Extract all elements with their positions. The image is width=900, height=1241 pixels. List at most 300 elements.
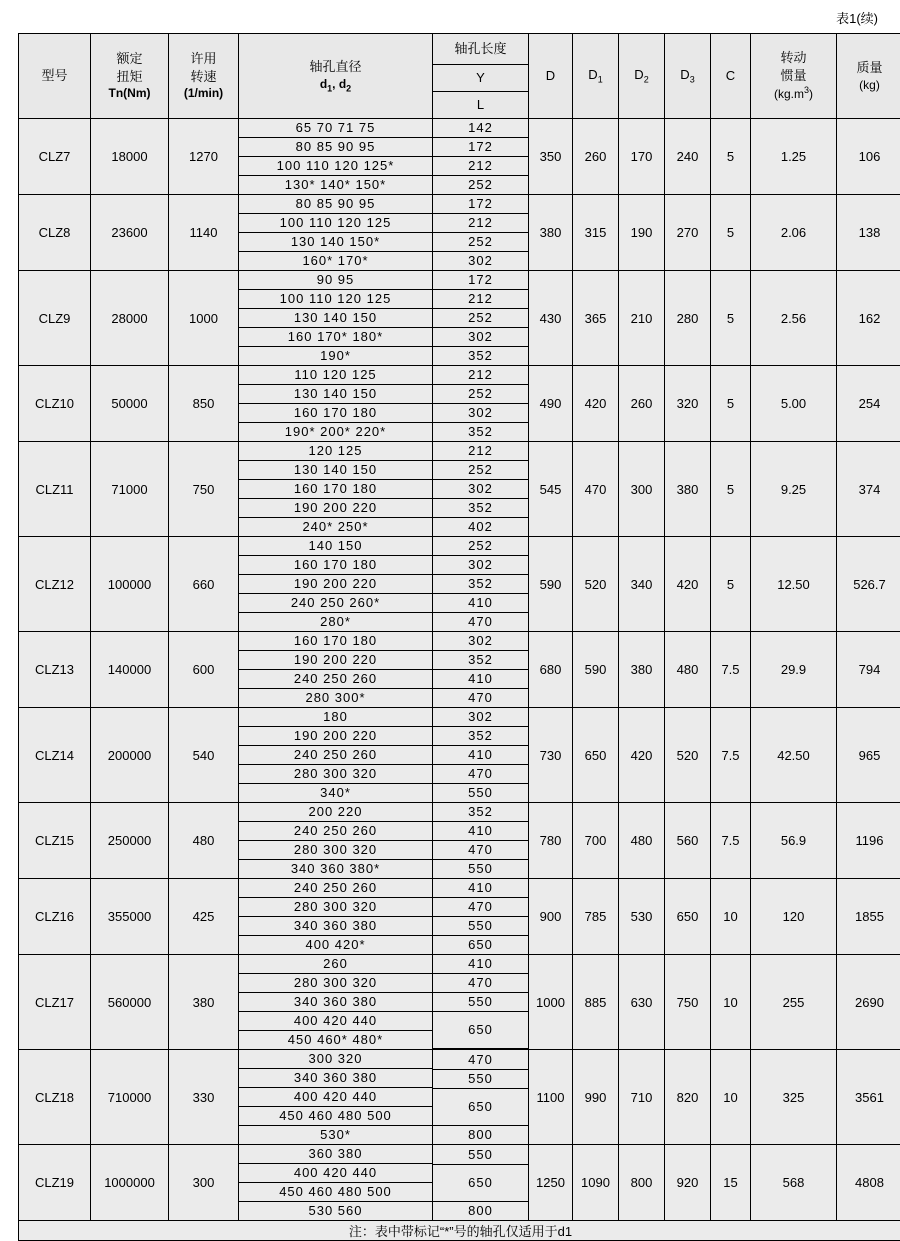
bore-diameter-line: 130 140 150* xyxy=(239,233,432,252)
cell-D2-4: 300 xyxy=(619,442,665,537)
bore-diameter-line: 100 110 120 125* xyxy=(239,157,432,176)
bore-diameter-line: 190 200 220 xyxy=(239,575,432,594)
cell-bore-diameters-1 xyxy=(239,195,433,271)
cell-D-0: 350 xyxy=(529,119,573,195)
header-C: C xyxy=(711,34,751,119)
bore-length-line: 470 xyxy=(433,613,528,632)
header-torque-line3: Tn(Nm) xyxy=(91,85,168,101)
cell-C-1: 5 xyxy=(711,195,751,271)
cell-bore-diameters-11 xyxy=(239,1050,433,1145)
cell-mass-1: 138 xyxy=(837,195,900,271)
cell-D1-4: 470 xyxy=(573,442,619,537)
cell-D-5: 590 xyxy=(529,537,573,632)
cell-D2-12: 800 xyxy=(619,1145,665,1221)
header-bore-length-l: L xyxy=(433,92,529,119)
cell-D1-8: 700 xyxy=(573,803,619,879)
bore-length-line: 302 xyxy=(433,480,528,499)
cell-inertia-1: 2.06 xyxy=(751,195,837,271)
cell-speed-5: 660 xyxy=(169,537,239,632)
cell-bore-diameters-8 xyxy=(239,803,433,879)
cell-bore-lengths-11 xyxy=(433,1050,529,1145)
bore-diameter-line: 190 200 220 xyxy=(239,651,432,670)
bore-length-line: 410 xyxy=(433,879,528,898)
cell-speed-9: 425 xyxy=(169,879,239,955)
bore-diameter-line: 200 220 xyxy=(239,803,432,822)
cell-D1-12: 1090 xyxy=(573,1145,619,1221)
table-row xyxy=(19,195,900,271)
bore-diameter-line: 340 360 380 xyxy=(239,993,432,1012)
bore-diameter-line: 120 125 xyxy=(239,442,432,461)
cell-D2-7: 420 xyxy=(619,708,665,803)
cell-inertia-9: 120 xyxy=(751,879,837,955)
header-inertia xyxy=(751,34,837,119)
cell-model-0: CLZ7 xyxy=(19,119,91,195)
bore-diameter-line: 340* xyxy=(239,784,432,803)
header-bore-diameter xyxy=(239,34,433,119)
cell-mass-4: 374 xyxy=(837,442,900,537)
bore-length-line: 352 xyxy=(433,423,528,442)
bore-diameter-line: 450 460 480 500 xyxy=(239,1183,432,1202)
header-D2: $D_2$ xyxy=(619,34,665,119)
cell-model-2: CLZ9 xyxy=(19,271,91,366)
cell-D2-3: 260 xyxy=(619,366,665,442)
cell-D-8: 780 xyxy=(529,803,573,879)
cell-speed-7: 540 xyxy=(169,708,239,803)
bore-diameter-line: 110 120 125 xyxy=(239,366,432,385)
cell-model-6: CLZ13 xyxy=(19,632,91,708)
table-row xyxy=(19,955,900,1050)
cell-D3-5: 420 xyxy=(665,537,711,632)
cell-inertia-3: 5.00 xyxy=(751,366,837,442)
header-speed xyxy=(169,34,239,119)
cell-torque-0: 18000 xyxy=(91,119,169,195)
bore-length-line: 142 xyxy=(433,119,528,138)
bore-diameter-line: 280 300 320 xyxy=(239,841,432,860)
cell-C-8: 7.5 xyxy=(711,803,751,879)
table-row xyxy=(19,879,900,955)
cell-D-7: 730 xyxy=(529,708,573,803)
cell-model-4: CLZ11 xyxy=(19,442,91,537)
cell-C-6: 7.5 xyxy=(711,632,751,708)
cell-D1-3: 420 xyxy=(573,366,619,442)
bore-diameter-line: 400 420 440 xyxy=(239,1012,432,1031)
bore-diameter-line: 400 420 440 xyxy=(239,1164,432,1183)
cell-model-7: CLZ14 xyxy=(19,708,91,803)
bore-diameter-line: 530* xyxy=(239,1126,432,1145)
cell-inertia-8: 56.9 xyxy=(751,803,837,879)
cell-model-12: CLZ19 xyxy=(19,1145,91,1221)
bore-diameter-line: 280 300 320 xyxy=(239,898,432,917)
bore-diameter-line: 80 85 90 95 xyxy=(239,138,432,157)
bore-length-line: 550 xyxy=(433,1146,528,1165)
header-torque-line1: 额定 xyxy=(91,50,168,68)
cell-speed-10: 380 xyxy=(169,955,239,1050)
cell-model-3: CLZ10 xyxy=(19,366,91,442)
table-note-row xyxy=(19,1221,900,1241)
bore-diameter-line: 400 420* xyxy=(239,936,432,955)
bore-diameter-line: 180 xyxy=(239,708,432,727)
bore-diameter-line: 140 150 xyxy=(239,537,432,556)
bore-length-line: 650 xyxy=(433,1164,528,1201)
cell-D3-7: 520 xyxy=(665,708,711,803)
bore-length-line: 352 xyxy=(433,803,528,822)
table-body xyxy=(19,119,900,1221)
bore-length-line: 212 xyxy=(433,290,528,309)
bore-diameter-line: 160 170 180 xyxy=(239,556,432,575)
bore-length-line: 302 xyxy=(433,556,528,575)
header-inertia-line3: $(kg.m^3)$ xyxy=(751,84,836,102)
cell-speed-11: 330 xyxy=(169,1050,239,1145)
bore-length-line: 550 xyxy=(433,860,528,879)
cell-torque-11: 710000 xyxy=(91,1050,169,1145)
cell-D-12: 1250 xyxy=(529,1145,573,1221)
bore-length-line: 212 xyxy=(433,157,528,176)
bore-length-line: 800 xyxy=(433,1125,528,1144)
bore-diameter-line: 130 140 150 xyxy=(239,385,432,404)
bore-length-line: 302 xyxy=(433,708,528,727)
bore-diameter-line: 360 380 xyxy=(239,1145,432,1164)
bore-diameter-line: 240 250 260 xyxy=(239,670,432,689)
bore-length-line: 352 xyxy=(433,651,528,670)
cell-mass-8: 1196 xyxy=(837,803,900,879)
bore-length-line: 302 xyxy=(433,404,528,423)
bore-length-line: 252 xyxy=(433,385,528,404)
cell-C-4: 5 xyxy=(711,442,751,537)
table-row xyxy=(19,803,900,879)
cell-bore-diameters-5 xyxy=(239,537,433,632)
bore-length-line: 352 xyxy=(433,575,528,594)
bore-length-line: 212 xyxy=(433,442,528,461)
cell-C-11: 10 xyxy=(711,1050,751,1145)
header-speed-line3: (1/min) xyxy=(169,85,238,101)
cell-D-2: 430 xyxy=(529,271,573,366)
bore-diameter-line: 190 200 220 xyxy=(239,727,432,746)
table-row xyxy=(19,442,900,537)
bore-length-line: 470 xyxy=(433,974,528,993)
table-row xyxy=(19,632,900,708)
header-D3: $D_3$ xyxy=(665,34,711,119)
header-D: D xyxy=(529,34,573,119)
bore-diameter-line: 190* 200* 220* xyxy=(239,423,432,442)
cell-bore-diameters-6 xyxy=(239,632,433,708)
cell-speed-2: 1000 xyxy=(169,271,239,366)
cell-model-11: CLZ18 xyxy=(19,1050,91,1145)
bore-diameter-line: 400 420 440 xyxy=(239,1088,432,1107)
header-mass-line1: 质量 xyxy=(837,59,900,77)
cell-inertia-11: 325 xyxy=(751,1050,837,1145)
bore-diameter-line: 300 320 xyxy=(239,1050,432,1069)
cell-D1-9: 785 xyxy=(573,879,619,955)
bore-diameter-line: 160* 170* xyxy=(239,252,432,271)
cell-C-5: 5 xyxy=(711,537,751,632)
cell-mass-3: 254 xyxy=(837,366,900,442)
header-bore-length: 轴孔长度 xyxy=(433,34,529,65)
bore-length-line: 470 xyxy=(433,1051,528,1070)
bore-diameter-line: 90 95 xyxy=(239,271,432,290)
cell-bore-diameters-0 xyxy=(239,119,433,195)
cell-inertia-12: 568 xyxy=(751,1145,837,1221)
cell-D3-11: 820 xyxy=(665,1050,711,1145)
bore-diameter-line: 280 300* xyxy=(239,689,432,708)
cell-D2-0: 170 xyxy=(619,119,665,195)
bore-length-line: 410 xyxy=(433,746,528,765)
cell-D1-0: 260 xyxy=(573,119,619,195)
cell-speed-4: 750 xyxy=(169,442,239,537)
bore-diameter-line: 190* xyxy=(239,347,432,366)
bore-length-line: 470 xyxy=(433,689,528,708)
cell-model-9: CLZ16 xyxy=(19,879,91,955)
bore-length-line: 252 xyxy=(433,233,528,252)
cell-D2-11: 710 xyxy=(619,1050,665,1145)
bore-diameter-line: 450 460* 480* xyxy=(239,1031,432,1050)
header-D1: $D_1$ xyxy=(573,34,619,119)
bore-diameter-line: 160 170 180 xyxy=(239,404,432,423)
bore-length-line: 410 xyxy=(433,822,528,841)
cell-model-5: CLZ12 xyxy=(19,537,91,632)
cell-mass-5: 526.7 xyxy=(837,537,900,632)
cell-D1-6: 590 xyxy=(573,632,619,708)
cell-torque-2: 28000 xyxy=(91,271,169,366)
cell-D-4: 545 xyxy=(529,442,573,537)
bore-length-line: 470 xyxy=(433,841,528,860)
cell-torque-7: 200000 xyxy=(91,708,169,803)
cell-torque-1: 23600 xyxy=(91,195,169,271)
cell-inertia-6: 29.9 xyxy=(751,632,837,708)
bore-length-line: 302 xyxy=(433,632,528,651)
cell-D3-6: 480 xyxy=(665,632,711,708)
cell-bore-lengths-5 xyxy=(433,537,529,632)
bore-length-line: 650 xyxy=(433,1088,528,1125)
cell-C-0: 5 xyxy=(711,119,751,195)
bore-diameter-line: 240 250 260 xyxy=(239,822,432,841)
cell-D3-2: 280 xyxy=(665,271,711,366)
cell-torque-8: 250000 xyxy=(91,803,169,879)
bore-length-line: 212 xyxy=(433,214,528,233)
cell-C-2: 5 xyxy=(711,271,751,366)
header-speed-line1: 许用 xyxy=(169,50,238,68)
cell-inertia-4: 9.25 xyxy=(751,442,837,537)
cell-C-7: 7.5 xyxy=(711,708,751,803)
bore-diameter-line: 240 250 260* xyxy=(239,594,432,613)
cell-bore-diameters-2 xyxy=(239,271,433,366)
cell-inertia-5: 12.50 xyxy=(751,537,837,632)
cell-D-10: 1000 xyxy=(529,955,573,1050)
header-torque xyxy=(91,34,169,119)
cell-bore-diameters-3 xyxy=(239,366,433,442)
cell-D2-9: 530 xyxy=(619,879,665,955)
cell-D-11: 1100 xyxy=(529,1050,573,1145)
bore-length-line: 352 xyxy=(433,347,528,366)
bore-length-line: 352 xyxy=(433,499,528,518)
header-mass xyxy=(837,34,900,119)
cell-D-1: 380 xyxy=(529,195,573,271)
header-torque-line2: 扭矩 xyxy=(91,68,168,86)
cell-torque-5: 100000 xyxy=(91,537,169,632)
cell-mass-6: 794 xyxy=(837,632,900,708)
bore-length-line: 410 xyxy=(433,955,528,974)
bore-diameter-line: 65 70 71 75 xyxy=(239,119,432,138)
table-caption: 表1(续) xyxy=(0,0,900,33)
bore-length-line: 352 xyxy=(433,727,528,746)
cell-torque-3: 50000 xyxy=(91,366,169,442)
bore-diameter-line: 280* xyxy=(239,613,432,632)
cell-D1-11: 990 xyxy=(573,1050,619,1145)
cell-mass-10: 2690 xyxy=(837,955,900,1050)
cell-D-3: 490 xyxy=(529,366,573,442)
cell-mass-11: 3561 xyxy=(837,1050,900,1145)
cell-D3-12: 920 xyxy=(665,1145,711,1221)
cell-C-9: 10 xyxy=(711,879,751,955)
cell-inertia-10: 255 xyxy=(751,955,837,1050)
cell-D-6: 680 xyxy=(529,632,573,708)
cell-bore-lengths-7 xyxy=(433,708,529,803)
bore-diameter-line: 340 360 380 xyxy=(239,1069,432,1088)
cell-torque-12: 1000000 xyxy=(91,1145,169,1221)
cell-D2-10: 630 xyxy=(619,955,665,1050)
cell-torque-6: 140000 xyxy=(91,632,169,708)
cell-mass-7: 965 xyxy=(837,708,900,803)
bore-length-line: 172 xyxy=(433,195,528,214)
cell-bore-lengths-0 xyxy=(433,119,529,195)
cell-D2-2: 210 xyxy=(619,271,665,366)
bore-diameter-line: 450 460 480 500 xyxy=(239,1107,432,1126)
bore-diameter-line: 160 170* 180* xyxy=(239,328,432,347)
bore-length-line: 410 xyxy=(433,594,528,613)
bore-length-line: 650 xyxy=(433,1012,528,1049)
cell-D2-8: 480 xyxy=(619,803,665,879)
bore-diameter-line: 100 110 120 125 xyxy=(239,290,432,309)
cell-speed-12: 300 xyxy=(169,1145,239,1221)
bore-diameter-line: 100 110 120 125 xyxy=(239,214,432,233)
bore-length-line: 252 xyxy=(433,537,528,556)
bore-diameter-line: 130 140 150 xyxy=(239,309,432,328)
table-row xyxy=(19,271,900,366)
cell-bore-diameters-10 xyxy=(239,955,433,1050)
cell-bore-lengths-12 xyxy=(433,1145,529,1221)
cell-model-10: CLZ17 xyxy=(19,955,91,1050)
table-header-row xyxy=(19,34,900,65)
bore-diameter-line: 530 560 xyxy=(239,1202,432,1221)
cell-torque-9: 355000 xyxy=(91,879,169,955)
cell-model-1: CLZ8 xyxy=(19,195,91,271)
cell-D3-3: 320 xyxy=(665,366,711,442)
cell-bore-lengths-8 xyxy=(433,803,529,879)
table-row xyxy=(19,537,900,632)
cell-D1-10: 885 xyxy=(573,955,619,1050)
bore-length-line: 252 xyxy=(433,176,528,195)
bore-diameter-line: 160 170 180 xyxy=(239,632,432,651)
cell-bore-diameters-9 xyxy=(239,879,433,955)
bore-length-line: 470 xyxy=(433,898,528,917)
cell-speed-3: 850 xyxy=(169,366,239,442)
cell-D1-5: 520 xyxy=(573,537,619,632)
cell-D3-1: 270 xyxy=(665,195,711,271)
cell-inertia-7: 42.50 xyxy=(751,708,837,803)
bore-diameter-line: 240* 250* xyxy=(239,518,432,537)
bore-length-line: 212 xyxy=(433,366,528,385)
header-mass-line2: (kg) xyxy=(837,77,900,93)
bore-diameter-line: 190 200 220 xyxy=(239,499,432,518)
cell-C-12: 15 xyxy=(711,1145,751,1221)
bore-diameter-line: 280 300 320 xyxy=(239,974,432,993)
table-row xyxy=(19,1145,900,1221)
bore-length-line: 550 xyxy=(433,1069,528,1088)
cell-D1-7: 650 xyxy=(573,708,619,803)
specification-table xyxy=(18,33,900,1241)
cell-mass-12: 4808 xyxy=(837,1145,900,1221)
cell-speed-1: 1140 xyxy=(169,195,239,271)
bore-length-line: 172 xyxy=(433,138,528,157)
cell-D3-8: 560 xyxy=(665,803,711,879)
cell-D1-1: 315 xyxy=(573,195,619,271)
cell-bore-lengths-3 xyxy=(433,366,529,442)
bore-diameter-line: 130* 140* 150* xyxy=(239,176,432,195)
bore-length-line: 252 xyxy=(433,461,528,480)
cell-bore-diameters-7 xyxy=(239,708,433,803)
cell-mass-9: 1855 xyxy=(837,879,900,955)
header-speed-line2: 转速 xyxy=(169,68,238,86)
cell-D3-0: 240 xyxy=(665,119,711,195)
cell-C-3: 5 xyxy=(711,366,751,442)
bore-length-line: 402 xyxy=(433,518,528,537)
bore-length-line: 800 xyxy=(433,1201,528,1220)
bore-length-line: 172 xyxy=(433,271,528,290)
cell-bore-lengths-2 xyxy=(433,271,529,366)
bore-diameter-line: 240 250 260 xyxy=(239,746,432,765)
table-row xyxy=(19,119,900,195)
cell-bore-lengths-10 xyxy=(433,955,529,1050)
cell-torque-4: 71000 xyxy=(91,442,169,537)
cell-bore-diameters-4 xyxy=(239,442,433,537)
cell-bore-lengths-6 xyxy=(433,632,529,708)
table-row xyxy=(19,708,900,803)
cell-D3-9: 650 xyxy=(665,879,711,955)
bore-diameter-line: 280 300 320 xyxy=(239,765,432,784)
bore-length-line: 252 xyxy=(433,309,528,328)
bore-length-line: 550 xyxy=(433,784,528,803)
cell-speed-8: 480 xyxy=(169,803,239,879)
header-bore-length-y: Y xyxy=(433,65,529,92)
bore-diameter-line: 80 85 90 95 xyxy=(239,195,432,214)
bore-diameter-line: 130 140 150 xyxy=(239,461,432,480)
bore-diameter-line: 160 170 180 xyxy=(239,480,432,499)
cell-D2-5: 340 xyxy=(619,537,665,632)
cell-D2-6: 380 xyxy=(619,632,665,708)
cell-inertia-2: 2.56 xyxy=(751,271,837,366)
bore-length-line: 302 xyxy=(433,328,528,347)
bore-diameter-line: 260 xyxy=(239,955,432,974)
cell-D-9: 900 xyxy=(529,879,573,955)
table-row xyxy=(19,366,900,442)
cell-D1-2: 365 xyxy=(573,271,619,366)
header-bore-diameter-line1: 轴孔直径 xyxy=(239,58,432,76)
cell-D3-4: 380 xyxy=(665,442,711,537)
bore-length-line: 550 xyxy=(433,993,528,1012)
cell-speed-0: 1270 xyxy=(169,119,239,195)
bore-length-line: 302 xyxy=(433,252,528,271)
table-row xyxy=(19,1050,900,1145)
cell-C-10: 10 xyxy=(711,955,751,1050)
header-bore-diameter-line2: $d_1$, $d_2$ xyxy=(239,76,432,95)
bore-length-line: 470 xyxy=(433,765,528,784)
cell-D3-10: 750 xyxy=(665,955,711,1050)
cell-speed-6: 600 xyxy=(169,632,239,708)
cell-bore-lengths-1 xyxy=(433,195,529,271)
table-note: 注：表中带标记“*”号的轴孔仅适用于d1 xyxy=(19,1221,900,1241)
bore-diameter-line: 340 360 380 xyxy=(239,917,432,936)
bore-diameter-line: 240 250 260 xyxy=(239,879,432,898)
header-inertia-line2: 惯量 xyxy=(751,67,836,85)
